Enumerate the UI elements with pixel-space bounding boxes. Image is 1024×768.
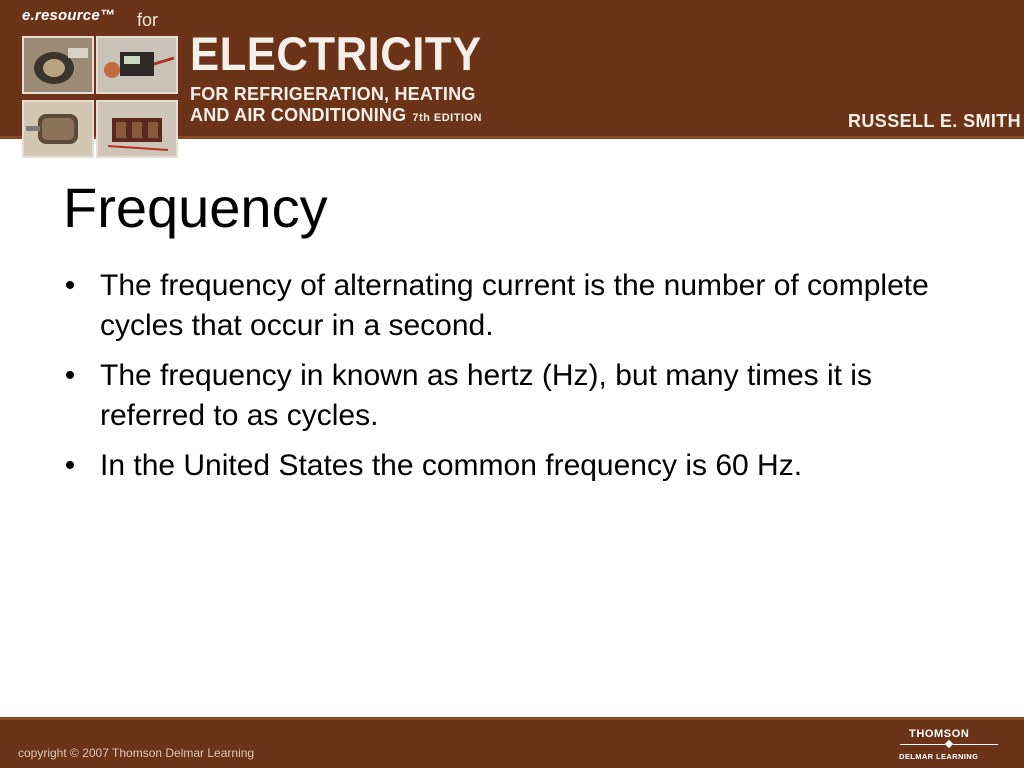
book-subtitle-line1: FOR REFRIGERATION, HEATING	[190, 84, 476, 104]
author-name: RUSSELL E. SMITH	[848, 111, 1022, 131]
publisher-subtitle: DELMAR LEARNING	[899, 752, 979, 761]
bullet-item	[60, 356, 960, 436]
publisher-rule-right	[953, 744, 998, 745]
book-subtitle-line2-row	[190, 106, 482, 124]
copyright-notice: copyright © 2007 Thomson Delmar Learning	[18, 746, 255, 760]
eresource-logo: e.resource™	[22, 7, 116, 24]
multimeter-photo	[96, 36, 178, 94]
footer-banner	[0, 720, 1024, 768]
bullet-item	[60, 266, 960, 346]
publisher-rule-left	[900, 744, 945, 745]
book-subtitle-line2: AND AIR CONDITIONING	[190, 105, 407, 125]
motor-photo	[22, 36, 94, 94]
fan-motor-photo	[22, 100, 94, 158]
bullet-item	[60, 446, 960, 486]
bullet-text: The frequency in known as hertz (Hz), but many times it is referred to as cycles.	[100, 359, 872, 432]
publisher-name: THOMSON	[909, 728, 970, 740]
book-title: ELECTRICITY	[190, 27, 482, 80]
bullet-marker: •	[64, 269, 76, 302]
edition-label: 7th EDITION	[412, 112, 482, 124]
bullet-marker: •	[64, 449, 76, 482]
bullet-text: The frequency of alternating current is the number of complete cycles that occur in a second.	[100, 269, 929, 342]
bullet-text: In the United States the common frequency is 60 Hz.	[100, 449, 803, 482]
eresource-for-label: for	[137, 10, 159, 30]
terminal-block-photo	[96, 100, 178, 158]
slide-title: Frequency	[63, 176, 328, 239]
bullet-marker: •	[64, 359, 76, 392]
bullet-list	[60, 266, 960, 496]
